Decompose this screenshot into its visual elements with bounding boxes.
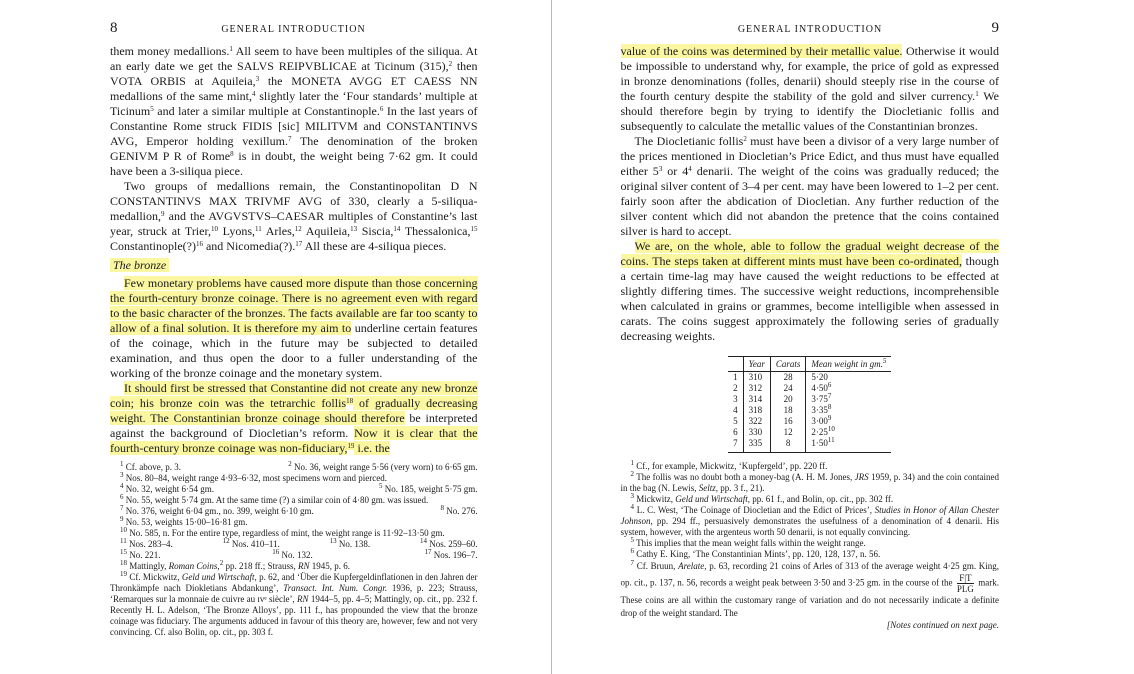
highlighted-text: We are, on the whole, able to follow the gradual weight decrease of the coins. The steps taken at different mints must have been co-ordinated,: [620, 239, 999, 268]
cell-year: 312: [743, 383, 770, 394]
cell-weight: $4\cdot 50^6$: [806, 383, 892, 394]
footnote: $^4$ L. C. West, ‘The Coinage of Diocletian and the Edict of Prices’, Studies in Honor of Allan Chester Johnson, pp. 294 ff., persuasively demonstrates the usefulness of a denomination of 4 denarii. His system, however, with the argenteus worth 50 denarii, is not equally convincing.: [620, 503, 999, 537]
mintmark-fraction: $\frac{F|T}{\text{PLG}}$: [956, 573, 974, 594]
paragraph: them money medallions.$^1$ All seem to have been multiples of the siliqua. At an early date we get the SALVS REIPVBLICAE at Ticinum (315),$^2$ then VOTA ORBIS at Aquileia,$^3$ the MONETA AVGG ET CAESS NN medallions of the same mint,$^4$ slightly later the ‘Four standards’ multiple at Ticinum$^5$ and later a similar multiple at Constantinople.$^6$ In the last years of Constantine Rome struck FIDIS [sic] MILITVM and CONSTANTINVS AVG, Emperor holding vexillum.$^7$ The denomination of the broken GENIVM P R of Rome$^8$ is in doubt, the weight being 7·62 gm. It could have been a 3-siliqua piece.: [110, 44, 478, 178]
cell-carats: 20: [770, 394, 806, 405]
cell-index: 6: [733, 427, 738, 437]
notes-continued: [Notes continued on next page.: [886, 620, 999, 630]
table-row: [728, 394, 891, 405]
col-header-year: Year: [743, 357, 770, 372]
cell-year: 318: [743, 405, 770, 416]
cell-weight: $3\cdot 75^7$: [806, 394, 892, 405]
table-row: [728, 438, 891, 453]
cell-year: 330: [743, 427, 770, 438]
cell-index: 7: [728, 438, 743, 453]
footnote: $^6$ Cathy E. King, ‘The Constantinian Mints’, pp. 120, 128, 137, n. 56.: [630, 547, 881, 559]
cell-year: 310: [743, 372, 770, 384]
cell-weight: $2\cdot 25^{10}$: [806, 427, 892, 438]
footnote: $^{10}$ No. 585, n. For the entire type, regardless of mint, the weight range is 11·92–13·50 gm.: [120, 526, 445, 538]
page-header: [110, 20, 478, 44]
running-head: GENERAL INTRODUCTION: [221, 24, 366, 35]
left-page: [0, 0, 551, 674]
weights-table: [728, 356, 891, 453]
paragraph: It should first be stressed that Constantine did not create any new bronze coin; his bronze coin was the tetrarchic follis$^{18}$ of gradually decreasing weight. The Constantinian bronze coinage should therefore be interpreted against the background of Diocletian’s reform. Now it is clear that the fourth-century bronze coinage was non-fiduciary,$^{19}$ i.e. the: [110, 381, 478, 455]
cell-weight: $3\cdot 00^9$: [806, 416, 892, 427]
cell-index: 5: [733, 416, 738, 426]
footnote: $^{19}$ Cf. Mickwitz, Geld und Wirtschaft, p. 62, and ‘Über die Kupfergeldinflationen in den Jahren der Thronkämpfe nach Diokletians Abdankung’, Transact. Int. Num. Congr. 1936, p. 223; Strauss, ‘Remarques sur la monnaie de cuivre au ɪvᵉ siècle’, RN 1944–5, pp. 4–5; Mattingly, op. cit., pp. 232 f. Recently H. L. Adelson, ‘The Bronze Alloys’, pp. 111 f., has propounded the view that the bronze coinage was fiduciary. The arguments adduced in favour of this theory are, however, few and not very convincing. Cf. also Bolin, op. cit., pp. 303 f.: [110, 570, 478, 637]
running-head: GENERAL INTRODUCTION: [737, 24, 883, 35]
cell-index: 1: [733, 372, 738, 382]
footnotes: [621, 461, 1000, 631]
cell-carats: 28: [770, 372, 806, 384]
footnote: $^3$ Mickwitz, Geld und Wirtschaft, pp. 61 f., and Bolin, op. cit., pp. 302 ff.: [630, 492, 894, 504]
paragraph: The Diocletianic follis$^2$ must have been a divisor of a very large number of the prices mentioned in Diocletian’s Price Edict, and thus must have equalled either $5^3$ or $4^4$ denarii. The weight of the coins was gradually reduced; the original silver content of 3–4 per cent. may have been lowered to 1–2 per cent. fairly soon after the abdication of Diocletian. Any further reduction of the silver content which did not abandon the pretence that the coins contained silver is hard to accept.: [620, 134, 999, 238]
col-header-index: [728, 357, 743, 372]
highlighted-text: of gradually decreasing weight. The Constantinian bronze coinage should therefore: [110, 396, 478, 425]
cell-index: 2: [733, 383, 738, 393]
paragraph: Two groups of medallions remain, the Constantinopolitan D N CONSTANTINVS MAX TRIVMF AVG of 330, clearly a 5-siliqua-medallion,$^9$ and the AVGVSTVS–CAESAR multiples of Constantine’s last year, struck at Trier,$^{10}$ Lyons,$^{11}$ Arles,$^{12}$ Aquileia,$^{13}$ Siscia,$^{14}$ Thessalonica,$^{15}$ Constantinople(?)$^{16}$ and Nicomedia(?).$^{17}$ All these are 4-siliqua pieces.: [110, 179, 478, 253]
table-row: [728, 427, 891, 438]
right-page: [552, 0, 1134, 674]
section-heading: The bronze: [110, 258, 169, 272]
footnote: $^{11}$ Nos. 283–4. $^{12}$ Nos. 410–11. $^{13}$ No. 138. $^{14}$ Nos. 259–60.: [120, 537, 478, 549]
main-text: [621, 44, 1000, 344]
table-row: [728, 405, 891, 416]
cell-index: 3: [733, 394, 738, 404]
cell-carats: 12: [770, 427, 806, 438]
table-row: [728, 372, 891, 384]
cell-index: 4: [733, 405, 738, 415]
cell-carats: 16: [770, 416, 806, 427]
cell-carats: 8: [770, 438, 806, 453]
page-number: 9: [991, 20, 999, 36]
footnote: $^4$ No. 32, weight 6·54 gm. $^5$ No. 185, weight 5·75 gm.: [120, 482, 478, 494]
cell-weight: 5·20: [806, 372, 892, 384]
footnote: $^7$ No. 376, weight 6·04 gm., no. 399, weight 6·10 gm. $^8$ No. 276.: [120, 504, 478, 516]
paragraph: We are, on the whole, able to follow the gradual weight decrease of the coins. The steps taken at different mints must have been co-ordinated, though a certain time-lag may have caused the weight reductions to be effected at slightly differing times. The successive weight reductions, incomprehensible when calculated in grains or grammes, become intelligible when assessed in carats. The coins suggest approximately the following series of gradually decreasing weights.: [620, 239, 999, 343]
table-row: [728, 416, 891, 427]
footnote: $^{18}$ Mattingly, Roman Coins,$^2$ pp. 218 ff.; Strauss, RN 1945, p. 6.: [120, 559, 351, 571]
footnote: $^5$ This implies that the mean weight falls within the weight range.: [630, 536, 866, 548]
cell-weight: $1\cdot 50^{11}$: [806, 438, 892, 453]
footnote: $^3$ Nos. 80–84, weight range 4·93–6·32, most specimens worn and pierced.: [120, 471, 387, 483]
footnotes: [110, 462, 478, 638]
table-container: [621, 356, 1000, 453]
cell-year: 322: [743, 416, 770, 427]
table-header-row: [728, 357, 891, 372]
highlighted-text: value of the coins was determined by their metallic value.: [620, 44, 903, 58]
page-number: 8: [110, 20, 118, 36]
page-header: [621, 20, 1000, 44]
footnote: $^2$ The follis was no doubt both a money-bag (A. H. M. Jones, JRS 1959, p. 34) and the coin contained in the bag (N. Lewis, Seltz, pp. 3 f., 21).: [620, 470, 999, 493]
col-header-weight: Mean weight in gm.$^5$: [806, 357, 892, 372]
highlighted-text: It should first be stressed that Constantine did not create any new bronze coin; his bronze coin was the tetrarchic follis: [110, 381, 478, 410]
cell-carats: 24: [770, 383, 806, 394]
cell-year: 335: [743, 438, 770, 453]
cell-year: 314: [743, 394, 770, 405]
highlighted-text: Few monetary problems have caused more dispute than those concerning the fourth-century bronze coinage. There is no agreement even with regard to the basic character of the bronzes. The facts available are far too scanty to allow of a final solution. It is therefore my aim to: [110, 276, 478, 335]
cell-weight: $3\cdot 35^8$: [806, 405, 892, 416]
footnote: $^1$ Cf. above, p. 3. $^2$ No. 36, weight range 5·56 (very worn) to 6·65 gm.: [120, 460, 478, 472]
highlighted-text: Now it is clear that the fourth-century bronze coinage was non-fiduciary,: [110, 426, 478, 455]
main-text: [110, 44, 478, 456]
table-row: [728, 383, 891, 394]
paragraph: Few monetary problems have caused more dispute than those concerning the fourth-century bronze coinage. There is no agreement even with regard to the basic character of the bronzes. The facts available are far too scanty to allow of a final solution. It is therefore my aim to underline certain features of the coinage, which in the future may be subjected to detailed examination, and thus open the door to a fuller understanding of the working of the bronze coinage and the monetary system.: [110, 276, 478, 380]
footnote: $^9$ No. 53, weights 15·00–16·81 gm.: [120, 515, 248, 527]
paragraph: value of the coins was determined by their metallic value. Otherwise it would be impossible to understand why, for example, the price of gold as expressed in bronze denominations (folles, denarii) should steeply rise in the course of the fourth century despite the stability of the gold and silver currency.$^1$ We should therefore begin by trying to identify the Diocletianic follis and subsequently to calculate the metallic values of the Constantinian bronzes.: [620, 44, 1000, 133]
footnote: $^6$ No. 55, weight 5·74 gm. At the same time (?) a similar coin of 4·80 gm. was issued.: [120, 493, 429, 505]
footnote: $^7$ Cf. Bruun, Arelate, p. 63, recording 21 coins of Arles of 313 of the average weight 4·25 gm. King, op. cit., p. 137, n. 56, records a weight peak between 3·50 and 3·25 gm. in the course of the $\frac{F|T}{\text{PLG}}$ mark. These coins are all within the customary range of variation and do not necessarily indicate a definite drop of the weight standard. The: [620, 559, 1000, 618]
footnote: $^{15}$ No. 221. $^{16}$ No. 132. $^{17}$ Nos. 196–7.: [120, 548, 478, 560]
footnote: $^1$ Cf., for example, Mickwitz, ‘Kupfergeld’, pp. 220 ff.: [630, 459, 828, 471]
cell-carats: 18: [770, 405, 806, 416]
col-header-carats: Carats: [770, 357, 806, 372]
